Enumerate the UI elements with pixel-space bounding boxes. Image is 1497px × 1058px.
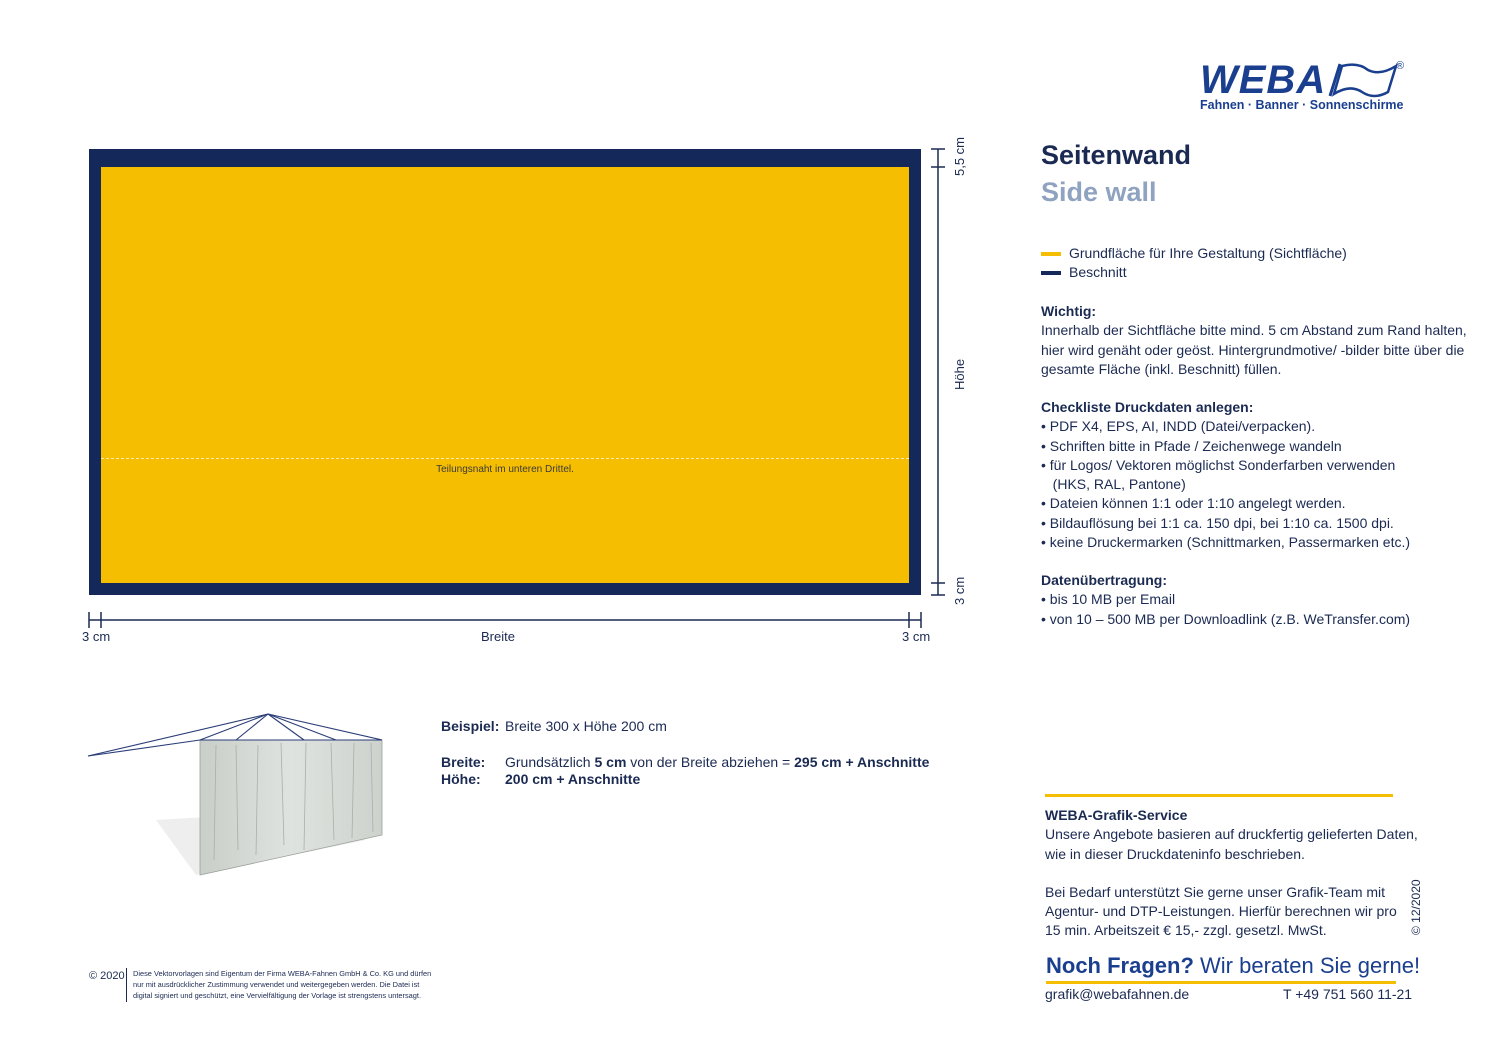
dim-right-label: 3 cm	[902, 629, 931, 644]
footer-line: digital signiert und geschützt, eine Vervielfältigung der Vorlage ist strengstens untersagt.	[133, 991, 421, 1000]
service-divider	[1045, 794, 1393, 797]
registered-mark: ®	[1396, 60, 1405, 72]
page-subtitle: Side wall	[1041, 177, 1157, 207]
checklist-item: • keine Druckermarken (Schnittmarken, Passermarken etc.)	[1041, 534, 1411, 551]
service-block	[1045, 806, 1418, 941]
dim-top-label: 5,5 cm	[952, 136, 967, 176]
important-line: Innerhalb der Sichtfläche bitte mind. 5 cm Abstand zum Rand halten,	[1041, 322, 1467, 339]
height-value: 200 cm + Anschnitte	[505, 771, 641, 787]
example-value: Breite 300 x Höhe 200 cm	[505, 718, 667, 734]
page-title: Seitenwand	[1041, 140, 1192, 170]
cta-headline	[1046, 953, 1420, 979]
tent-side-wall-illustration	[86, 710, 386, 880]
footer-line: Diese Vektorvorlagen sind Eigentum der Firma WEBA-Fahnen GmbH & Co. KG und dürfen	[133, 969, 432, 978]
transfer-block	[1041, 571, 1410, 629]
logo-wordmark: WEBA	[1200, 58, 1327, 102]
checklist-item: • PDF X4, EPS, AI, INDD (Datei/verpacken).	[1041, 418, 1316, 435]
contact-phone[interactable]: T +49 751 560 11-21	[1283, 986, 1413, 1002]
important-line: hier wird genäht oder geöst. Hintergrundmotive/ -bilder bitte über die	[1041, 341, 1465, 358]
important-line: gesamte Fläche (inkl. Beschnitt) füllen.	[1041, 360, 1282, 377]
checklist-block	[1041, 398, 1410, 552]
service-line: wie in dieser Druckdateninfo beschrieben.	[1045, 845, 1305, 862]
transfer-item: • von 10 – 500 MB per Downloadlink (z.B. WeTransfer.com)	[1041, 610, 1411, 627]
important-block	[1041, 302, 1467, 379]
legend-label: Beschnitt	[1069, 264, 1127, 280]
seam-label: Teilungsnaht im unteren Drittel.	[436, 464, 574, 475]
contact-email[interactable]: grafik@webafahnen.de	[1045, 986, 1190, 1002]
dim-height-label: Höhe	[952, 358, 967, 390]
legend-label: Grundfläche für Ihre Gestaltung (Sichtfläche)	[1069, 245, 1347, 261]
cta-underline	[1046, 981, 1396, 984]
checklist-item: • Schriften bitte in Pfade / Zeichenwege wandeln	[1041, 437, 1342, 454]
footer-line: nur mit ausdrücklicher Zustimmung verwendet und weitergegeben werden. Die Datei ist	[133, 980, 420, 989]
width-value-mid: von der Breite abziehen =	[626, 753, 795, 770]
logo-tagline: Fahnen · Banner · Sonnenschirme	[1200, 98, 1404, 112]
legend-swatch-navy	[1041, 271, 1061, 275]
dim-left-label: 3 cm	[82, 629, 111, 644]
important-heading: Wichtig:	[1041, 303, 1097, 319]
service-heading: WEBA-Grafik-Service	[1045, 807, 1188, 823]
checklist-heading: Checkliste Druckdaten anlegen:	[1041, 399, 1254, 415]
legend-item-bleed	[1041, 264, 1127, 280]
cta-bold: Noch Fragen?	[1046, 953, 1194, 978]
checklist-item: • Bildauflösung bei 1:1 ca. 150 dpi, bei 1:10 ca. 1500 dpi.	[1041, 514, 1394, 531]
example-block	[441, 718, 929, 789]
legend-swatch-yellow	[1041, 252, 1061, 256]
width-value-bold1: 5 cm	[594, 753, 627, 770]
height-label: Höhe:	[441, 771, 481, 787]
transfer-item: • bis 10 MB per Email	[1041, 591, 1176, 608]
checklist-item: • für Logos/ Vektoren möglichst Sonderfarben verwenden	[1041, 456, 1396, 473]
checklist-item: (HKS, RAL, Pantone)	[1041, 476, 1186, 493]
width-label: Breite:	[441, 753, 486, 770]
service-line: Agentur- und DTP-Leistungen. Hierfür berechnen wir pro	[1045, 903, 1397, 920]
service-line: Unsere Angebote basieren auf druckfertig gelieferten Daten,	[1045, 826, 1418, 843]
width-value-pre: Grundsätzlich	[505, 753, 595, 770]
footer-legal	[133, 968, 463, 1001]
cta-rest: Wir beraten Sie gerne!	[1193, 953, 1421, 978]
dim-bottom-label: 3 cm	[952, 576, 967, 605]
transfer-heading: Datenübertragung:	[1041, 572, 1167, 588]
service-line: 15 min. Arbeitszeit € 15,- zzgl. gesetzl. MwSt.	[1045, 922, 1327, 939]
footer-divider	[126, 968, 127, 1002]
example-label: Beispiel:	[441, 718, 500, 734]
dim-width-label: Breite	[481, 629, 515, 644]
footer-year: © 2020	[89, 970, 125, 982]
service-line: Bei Bedarf unterstützt Sie gerne unser Grafik-Team mit	[1045, 883, 1386, 900]
width-value-bold2: 295 cm + Anschnitte	[794, 753, 930, 770]
date-stamp: © 12/2020	[1409, 879, 1423, 935]
checklist-item: • Dateien können 1:1 oder 1:10 angelegt werden.	[1041, 495, 1346, 512]
legend-item-visible	[1041, 245, 1347, 261]
